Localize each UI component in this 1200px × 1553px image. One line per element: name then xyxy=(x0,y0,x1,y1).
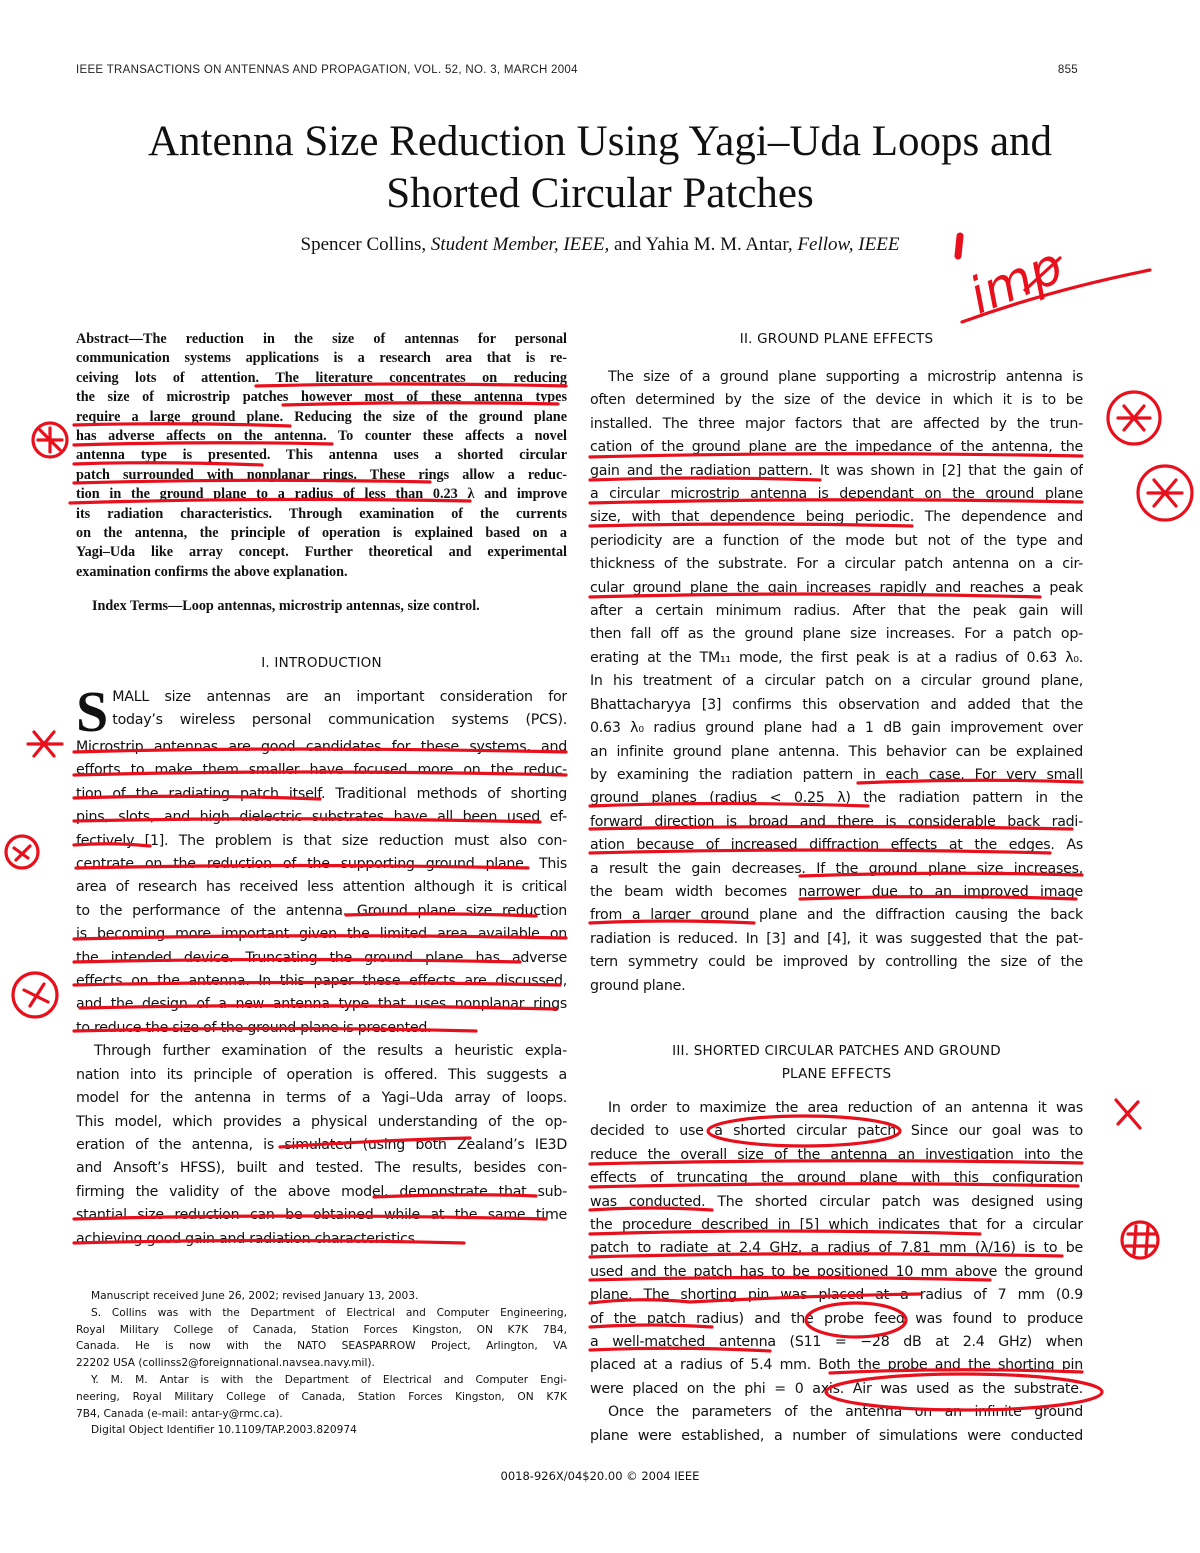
body-line: a result the gain decreases. If the ground plane size increases, xyxy=(590,860,1083,877)
author-role: Fellow, IEEE xyxy=(797,234,900,255)
body-line: Bhattacharyya [3] confirms this observation and added that the xyxy=(590,696,1083,713)
section-heading-ground-plane: II. GROUND PLANE EFFECTS xyxy=(739,331,934,347)
body-line: the procedure described in [5] which indicates that for a circular xyxy=(590,1217,1083,1234)
page-number: 855 xyxy=(1057,64,1078,76)
body-line: radiation is reduced. In [3] and [4], it was suggested that the pat- xyxy=(590,930,1083,947)
body-line: used and the patch has to be positioned 10 mm above the ground xyxy=(590,1263,1083,1280)
footnote-line: neering, Royal Military College of Canada, Station Forces Kingston, ON K7K xyxy=(76,1390,567,1403)
body-line: size, with that dependence being periodic. The dependence and xyxy=(590,509,1083,526)
body-line: ground planes (radius < 0.25 λ) the radiation pattern in the xyxy=(590,790,1083,807)
body-line: stantial size reduction can be obtained while at the same time xyxy=(76,1207,567,1224)
shorted-patches-body xyxy=(590,1097,1083,1448)
body-line: Through further examination of the results a heuristic expla- xyxy=(94,1043,567,1060)
imp-underline xyxy=(962,270,1150,322)
body-line: Once the parameters of the antenna on an infinite ground xyxy=(608,1404,1083,1421)
abstract-line: examination confirms the above explanation. xyxy=(76,563,348,580)
body-line: ation because of increased diffraction effects at the edges. As xyxy=(590,837,1083,854)
body-line: 0.63 λ₀ radius ground plane had a 1 dB gain improvement over xyxy=(590,720,1083,737)
body-line: fectively [1]. The problem is that size reduction must also con- xyxy=(76,832,567,849)
circled-mark-3 xyxy=(13,973,57,1017)
body-line: was conducted. The shorted circular patch was designed using xyxy=(590,1193,1083,1210)
circled-mark-2 xyxy=(6,836,38,868)
body-line: and the design of a new antenna type that uses nonplanar rings xyxy=(76,996,567,1013)
handwritten-imp-label: imp xyxy=(961,236,1071,326)
body-line: In order to maximize the area reduction of an antenna it was xyxy=(608,1100,1083,1116)
authors xyxy=(40,234,1160,256)
body-line: plane. The shorting pin was placed at a radius of 7 mm (0.9 xyxy=(590,1287,1083,1304)
body-line: an infinite ground plane antenna. This behavior can be explained xyxy=(590,743,1083,760)
circled-mark-1 xyxy=(33,423,67,457)
body-line: gain and the radiation pattern. It was shown in [2] that the gain of xyxy=(590,462,1083,479)
heading-line: PLANE EFFECTS xyxy=(781,1066,892,1082)
body-line: a well-matched antenna (S11 = −28 dB at 2.4 GHz) when xyxy=(590,1334,1083,1351)
footnote-line: 22202 USA (collinss2@foreignnational.navsea.navy.mil). xyxy=(76,1357,375,1370)
footnote-line: Royal Military College of Canada, Station Forces Kingston, ON K7K 7B4, xyxy=(76,1323,567,1336)
body-line: to the performance of the antenna. Ground plane size reduction xyxy=(76,902,567,919)
body-line: reduce the overall size of the antenna an investigation into the xyxy=(590,1146,1083,1163)
journal-header: IEEE TRANSACTIONS ON ANTENNAS AND PROPAGATION, VOL. 52, NO. 3, MARCH 2004 xyxy=(76,64,578,76)
body-line: today’s wireless personal communication systems (PCS). xyxy=(112,712,567,729)
page-title xyxy=(40,116,1160,220)
body-line: erating at the TM₁₁ mode, the first peak is at a radius of 0.63 λ₀. xyxy=(590,649,1083,666)
body-line: installed. The three major factors that are affected by the trun- xyxy=(590,415,1083,432)
footnote-line: Manuscript received June 26, 2002; revised January 13, 2003. xyxy=(91,1290,419,1302)
abstract-line: Yagi–Uda like array concept. Further theoretical and experimental xyxy=(76,544,567,561)
imp-bracket xyxy=(1025,258,1060,290)
body-line: and Ansoft’s HFSS), built and tested. The results, besides con- xyxy=(76,1160,567,1177)
ground-plane-body xyxy=(590,366,1083,998)
abstract-line: the size of microstrip patches however most of these antenna types xyxy=(76,389,567,406)
introduction-body xyxy=(76,679,567,1251)
author-name: Spencer Collins, xyxy=(300,234,427,255)
abstract-line: its radiation characteristics. Through examination of the currents xyxy=(76,505,567,522)
body-line: pins, slots, and high dielectric substrates have all been used ef- xyxy=(76,809,567,826)
body-line: centrate on the reduction of the supporting ground plane. This xyxy=(76,856,567,873)
abstract-line: patch surrounded with nonplanar rings. These rings allow a reduc- xyxy=(76,466,567,483)
body-line: decided to use a shorted circular patch. Since our goal was to xyxy=(590,1123,1083,1140)
footnotes xyxy=(76,1288,567,1439)
abstract-line: require a large ground plane. Reducing the size of the ground plane xyxy=(76,408,567,425)
body-line: after a certain minimum radius. After that the peak gain will xyxy=(590,603,1083,620)
abstract-line: tion in the ground plane to a radius of less than 0.23 λ and improve xyxy=(76,486,567,503)
body-line: were placed on the phi = 0 axis. Air was used as the substrate. xyxy=(590,1380,1083,1397)
body-line: plane were established, a number of simulations were conducted xyxy=(590,1427,1083,1444)
body-line: cular ground plane the gain increases rapidly and reaches a peak xyxy=(590,579,1083,596)
body-line: In his treatment of a circular patch on a circular ground plane, xyxy=(590,673,1083,690)
body-line: thickness of the substrate. For a circular patch antenna on a cir- xyxy=(590,556,1083,573)
body-line: a circular microstrip antenna is dependant on the ground plane xyxy=(590,486,1083,503)
abstract-line: antenna type is presented. This antenna uses a shorted circular xyxy=(76,447,567,464)
body-line: firming the validity of the above model, demonstrate that sub- xyxy=(76,1183,567,1200)
body-line: model for the antenna in terms of a Yagi–Uda array of loops. xyxy=(76,1090,567,1107)
body-line: patch to radiate at 2.4 GHz, a radius of 7.81 mm (λ/16) is to be xyxy=(590,1240,1083,1257)
title-line: Shorted Circular Patches xyxy=(386,170,814,217)
drop-cap: S xyxy=(76,679,109,744)
body-line: area of research has received less attention although it is critical xyxy=(76,879,567,896)
body-line: effects of truncating the ground plane with this configuration xyxy=(590,1170,1083,1187)
body-line: is becoming more important given the limited area available on xyxy=(76,926,567,943)
section-heading-shorted-patches xyxy=(590,1040,1083,1086)
heading-line: III. SHORTED CIRCULAR PATCHES AND GROUND xyxy=(672,1043,1001,1059)
author-name: and Yahia M. M. Antar, xyxy=(614,234,793,255)
abstract xyxy=(76,330,567,582)
circled-asterisk-mark-1 xyxy=(1108,392,1160,444)
body-line: the beam width becomes narrower due to an improved image xyxy=(590,883,1083,900)
body-line: eration of the antenna, is simulated (using both Zealand’s IE3D xyxy=(76,1136,567,1153)
footnote-line: 7B4, Canada (e-mail: antar-y@rmc.ca). xyxy=(76,1407,283,1420)
copyright-line: 0018-926X/04$20.00 © 2004 IEEE xyxy=(500,1469,700,1483)
asterisk-mark xyxy=(28,732,62,756)
body-line: The size of a ground plane supporting a microstrip antenna is xyxy=(608,369,1083,385)
body-line: to reduce the size of the ground plane is presented. xyxy=(76,1019,432,1036)
body-line: tion of the radiating patch itself. Traditional methods of shorting xyxy=(76,785,567,802)
body-line: from a larger ground plane and the diffraction causing the back xyxy=(590,907,1083,924)
footnote-line: Digital Object Identifier 10.1109/TAP.2003.820974 xyxy=(91,1424,357,1437)
body-line: efforts to make them smaller have focused more on the reduc- xyxy=(76,762,567,779)
abstract-line: ceiving lots of attention. The literature concentrates on reducing xyxy=(76,369,567,386)
body-line: then fall off as the ground plane size increases. For a patch op- xyxy=(590,626,1083,643)
body-line: by examining the radiation pattern in each case. For very small xyxy=(590,766,1083,783)
body-line: of the patch radius) and the probe feed was found to produce xyxy=(590,1310,1083,1327)
body-line: placed at a radius of 5.4 mm. Both the probe and the shorting pin xyxy=(590,1357,1083,1374)
author-role: Student Member, IEEE, xyxy=(430,234,610,255)
body-line: often determined by the size of the device in which it is to be xyxy=(590,392,1083,409)
abstract-line: has adverse affects on the antenna. To counter these affects a novel xyxy=(76,428,567,445)
body-line: nation into its principle of operation is offered. This suggests a xyxy=(76,1066,567,1083)
body-line: achieving good gain and radiation characteristics. xyxy=(76,1230,420,1247)
footnote-line: Y. M. M. Antar is with the Department of Electrical and Computer Engi- xyxy=(91,1373,567,1386)
body-line: cation of the ground plane are the impedance of the antenna, the xyxy=(590,439,1083,456)
circled-asterisk-mark-2 xyxy=(1138,466,1192,520)
abstract-line: Abstract—The reduction in the size of antennas for personal xyxy=(76,331,567,347)
x-mark xyxy=(1116,1100,1140,1128)
circled-hash-mark xyxy=(1122,1222,1158,1258)
body-line: tern symmetry could be improved by controlling the size of the xyxy=(590,954,1083,971)
title-line: Antenna Size Reduction Using Yagi–Uda Loops and xyxy=(147,118,1053,165)
body-line: effects on the antenna. In this paper these effects are discussed, xyxy=(76,973,567,990)
body-line: ground plane. xyxy=(590,977,686,994)
body-line: periodicity are a function of the mode but not of the type and xyxy=(590,532,1083,549)
section-heading-introduction: I. INTRODUCTION xyxy=(261,655,382,671)
abstract-line: on the antenna, the principle of operation is explained based on a xyxy=(76,525,567,542)
abstract-line: communication systems applications is a research area that is re- xyxy=(76,350,567,367)
footnote-line: S. Collins was with the Department of Electrical and Computer Engineering, xyxy=(91,1306,567,1319)
footnote-line: Canada. He is now with the NATO SEASPARROW Project, Arlington, VA xyxy=(76,1340,567,1353)
body-line: Microstrip antennas are good candidates for these systems, and xyxy=(76,739,567,755)
body-line: forward direction is broad and there is considerable back radi- xyxy=(590,813,1083,830)
body-line: MALL size antennas are an important consideration for xyxy=(112,689,567,705)
body-line: the intended device. Truncating the ground plane has adverse xyxy=(76,949,567,966)
index-terms: Index Terms—Loop antennas, microstrip antennas, size control. xyxy=(92,598,480,614)
body-line: This model, which provides a physical understanding of the op- xyxy=(76,1113,567,1130)
